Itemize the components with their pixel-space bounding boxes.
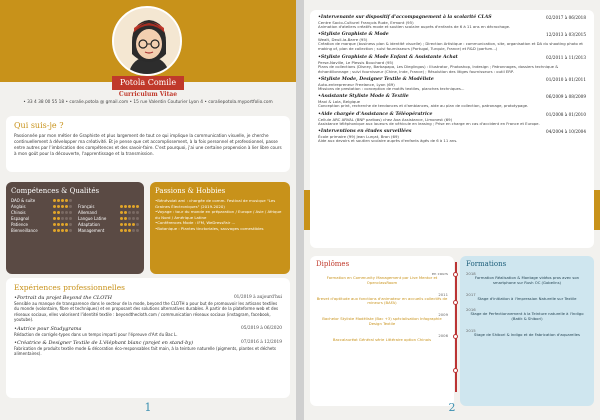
skill-rating xyxy=(120,229,139,232)
training-year: 2018 xyxy=(466,271,476,276)
rating-dot xyxy=(53,211,56,214)
rating-dot xyxy=(132,217,135,220)
rating-dot xyxy=(128,223,131,226)
rating-dot xyxy=(132,205,135,208)
job-date: 01/2010 à 01/2011 xyxy=(546,77,586,83)
skill-label: Espagnol xyxy=(11,216,30,221)
rating-dot xyxy=(124,223,127,226)
job-org: Centre Socio-Culturel François Rude, Ermont (95) xyxy=(318,20,414,25)
diploma-item xyxy=(316,312,448,327)
training-year: 2015 xyxy=(466,327,476,333)
job-title: •Portrait du projet Beyond the CLOTH xyxy=(14,295,113,301)
diploma-text: Brevet d'aptitude aux fonctions d'animateur en accueils collectifs de mineurs (BAFA) xyxy=(316,295,448,306)
hobbies-section xyxy=(150,182,290,274)
skill-row xyxy=(78,222,139,227)
job-org: École primaire (99) Jean Lurçat, Bron (69) xyxy=(318,134,399,140)
training-year: 2016 xyxy=(466,307,476,313)
about-section xyxy=(6,116,290,172)
skill-rating xyxy=(53,217,72,220)
diploma-year: 2011 xyxy=(438,291,448,297)
rating-dot xyxy=(53,223,56,226)
rating-dot xyxy=(65,205,68,208)
skill-row xyxy=(11,228,72,233)
skill-row xyxy=(78,210,139,215)
rating-dot xyxy=(132,223,135,226)
training-text: Stage de Perfectionnement à la Teinture naturelle à l'Indigo (Batik & Shibori) xyxy=(470,311,584,322)
job-date: 02/2017 à 06/2018 xyxy=(546,15,586,20)
skills-grid xyxy=(11,198,139,233)
cv-page-1 xyxy=(0,0,296,420)
diploma-year: 2006 xyxy=(438,332,448,338)
rating-dot xyxy=(65,217,68,220)
rating-dot xyxy=(53,205,56,208)
job-date: 01/2008 à 01/2010 xyxy=(546,111,586,117)
skill-rating xyxy=(120,217,139,220)
skill-rating xyxy=(120,205,139,208)
skill-label: Patience xyxy=(11,222,29,227)
job-description: Création de marque (business plan & identité visuelle) ; Direction Artistique : communication, site, organisation et DA du shooting photo et making of, plan de collection ; suivi fournisseurs (Portugal, Turquie, France) et R&D (parfum...) xyxy=(318,41,583,52)
skill-row xyxy=(11,216,72,221)
skill-label: Adaptation xyxy=(78,222,100,227)
rating-dot xyxy=(61,205,64,208)
about-title: Qui suis-je ? xyxy=(14,121,64,130)
job-org: Cellule ARC ARVAL (BNP paribas) chez Axa Assistance, Limonest (69) xyxy=(318,116,453,122)
rating-dot xyxy=(69,205,72,208)
avatar xyxy=(112,6,182,76)
rating-dot xyxy=(61,217,64,220)
cv-page-2 xyxy=(304,0,600,420)
experience-title: Expériences professionnelles xyxy=(14,283,125,292)
job-entry xyxy=(318,55,586,75)
job-description: Missions de prestation : conception de motifs textiles, planches techniques... xyxy=(318,86,465,92)
training-item xyxy=(466,307,588,322)
job-title: •Assistante Styliste Mode & Textile xyxy=(318,94,409,100)
training-text: Stage de Shibori & Indigo et de Fabrication d'aquarelles xyxy=(474,331,580,337)
job-org: Auto-entrepreneur Freelance, Lyon (69) xyxy=(318,82,395,88)
diplomas-title: Diplômes xyxy=(316,260,350,268)
job-title: •Créatrice & Designer Textile de L'éléphant blanc (projet en stand-by) xyxy=(14,340,194,347)
diploma-item xyxy=(316,292,448,307)
rating-dot xyxy=(57,205,60,208)
training-text: Stage d'initiation à l'Impression Naturelle sur Textile xyxy=(477,295,577,301)
rating-dot xyxy=(61,211,64,214)
diploma-item xyxy=(316,333,448,343)
rating-dot xyxy=(57,229,60,232)
diploma-year: en cours xyxy=(431,271,448,276)
job-entry xyxy=(318,129,586,144)
diploma-text: Formation en Community Management par Live Mentor et OpenclassRoom xyxy=(326,275,438,285)
job-date: 05/2019 à 06/2020 xyxy=(241,325,282,331)
about-text: Passionnée par mon métier de Graphiste et plus largement de tout ce qui implique la communication visuelle, je cherche continuellement à développer ma créativité. Et je pense que cet accomplissement, à la fois personnel et professionnel, passe entre autres par l'imbrication des compétences et des savoir-faire. C'est pourquoi, j'ai une certaine propension à lier libre cours à mon goût pour la découverte, l'apprentissage et la transmission. xyxy=(14,133,282,156)
job-description: Sensible au manque de transparence dans le secteur de la mode, beyond the CLOTH a pour but de promouvoir les artisans textiles du monde (volontaire, fibre et techniques) et en proposant des solutions alternatives durables. À partir de la plateforme web et des réseaux sociaux, elles valorisent l'identité textile : beyondthecloth.com / communication réseaux sociaux (instagram, facebook, youtube). xyxy=(14,301,279,323)
job-description: Aide aux devoirs et soutien scolaire auprès d'enfants âgés de 6 à 11 ans. xyxy=(318,138,458,144)
skill-row xyxy=(78,228,139,233)
diploma-year: 2009 xyxy=(438,312,448,318)
experience-section xyxy=(6,278,290,398)
job-entry xyxy=(14,295,282,323)
rating-dot xyxy=(120,229,123,232)
rating-dot xyxy=(120,211,123,214)
skill-label: Allemand xyxy=(78,210,97,215)
skill-row xyxy=(78,216,139,221)
rating-dot xyxy=(65,223,68,226)
skill-label: Bienveillance xyxy=(11,228,38,233)
skill-label: DAO & suite xyxy=(11,198,36,203)
job-date: 02/2011 à 11/2013 xyxy=(546,54,586,60)
rating-dot xyxy=(65,229,68,232)
rating-dot xyxy=(132,211,135,214)
rating-dot xyxy=(128,217,131,220)
rating-dot xyxy=(136,217,139,220)
job-date: 06/2009 à 08/2009 xyxy=(546,94,586,100)
job-title: •Styliste Graphiste & Mode Enfant & Assistante Achat xyxy=(318,54,458,60)
rating-dot xyxy=(57,223,60,226)
experience-continued xyxy=(310,10,594,248)
skill-row xyxy=(11,204,72,209)
training-item xyxy=(466,292,588,302)
skill-label: Français xyxy=(78,204,95,209)
hobby-item: • Conférences Mode : IFM, WeDressFair ... xyxy=(155,220,285,226)
job-date: 12/2013 à 03/2015 xyxy=(546,32,586,38)
rating-dot xyxy=(132,229,135,232)
rating-dot xyxy=(124,211,127,214)
rating-dot xyxy=(57,211,60,214)
contact-line: • 33 4 38 00 55 18 • coralie.potola @ gmail.com • 15 rue Valentin Couturier Lyon 4 • coraliepotola.myportfolio.com xyxy=(23,100,273,105)
diplomas-section xyxy=(310,256,454,406)
rating-dot xyxy=(136,229,139,232)
diploma-text: Bachelor Styliste Modéliste (Bac +3) spécialisation Infographie Design Textile xyxy=(322,316,442,326)
skill-rating xyxy=(120,211,139,214)
job-description: Fabrication de produits textile mode & décoration éco-responsables fait main, à la teinture naturelle (pigments, plantes et déchets alimentaires). xyxy=(14,346,277,357)
candidate-name: Potola Comile xyxy=(112,76,184,90)
hobby-item: • Voyage : tour du monde en préparation / Europe / Asie / Afrique du Nord / Amérique Latine xyxy=(155,209,285,220)
rating-dot xyxy=(61,223,64,226)
job-date: 01/2019 à aujourd'hui xyxy=(233,295,282,300)
skill-rating xyxy=(53,223,72,226)
job-description: Conception print, recherche de tendances et d'ambiances, aide au plan de collection, patronage, prototypage. xyxy=(318,103,529,109)
skill-rating xyxy=(53,199,72,202)
job-date: 04/2004 à 10/2004 xyxy=(546,129,586,135)
rating-dot xyxy=(124,229,127,232)
rating-dot xyxy=(69,223,72,226)
skill-label: Langue Latine xyxy=(78,216,107,221)
job-title: •Aide chargée d'Assistance & Téléopératrice xyxy=(318,111,433,117)
rating-dot xyxy=(120,223,123,226)
hobby-item: • Botanique : Plantes tinctoriales, sauvages comestibles xyxy=(155,226,285,232)
rating-dot xyxy=(69,217,72,220)
job-org: Wealt, Deuil-la-Barre (95) xyxy=(318,37,368,43)
skills-title: Compétences & Qualités xyxy=(11,187,100,195)
rating-dot xyxy=(136,211,139,214)
training-item xyxy=(466,328,588,338)
skill-rating xyxy=(53,205,72,208)
rating-dot xyxy=(53,217,56,220)
timeline-dot xyxy=(453,334,458,339)
rating-dot xyxy=(128,205,131,208)
timeline-dot xyxy=(453,272,458,277)
page-number: 2 xyxy=(448,401,456,414)
rating-dot xyxy=(65,199,68,202)
training-item xyxy=(466,271,588,286)
hobby-item: • Bénévolat aml : chargée de comm. Festival de musique "Les Graines Électroniques" (2019-2020) xyxy=(155,198,285,209)
job-entry xyxy=(318,112,586,127)
training-year: 2017 xyxy=(466,291,476,297)
skill-rating xyxy=(53,229,72,232)
job-entry xyxy=(318,77,586,92)
rating-dot xyxy=(120,205,123,208)
skill-row xyxy=(11,210,72,215)
rating-dot xyxy=(124,205,127,208)
rating-dot xyxy=(53,199,56,202)
diploma-item xyxy=(316,271,448,286)
job-description: Rédaction de corrigés-types dans un temps imparti pour l'épreuve d'Art du Bac L. xyxy=(14,331,178,337)
job-title: •Styliste Graphiste & Mode xyxy=(318,32,389,38)
rating-dot xyxy=(53,229,56,232)
diploma-text: Baccalauréat Général série Littéraire option Chinois xyxy=(332,336,432,342)
skill-row xyxy=(78,204,139,209)
job-org: Maxi & Lola, Belgique xyxy=(318,99,361,105)
timeline-dot xyxy=(453,300,458,305)
job-description: Plans de collections (Disney, Barbapapa, Les Dieglingos) : Illustrator, Photoshop, Indesign ; Patronnages, dossiers technique & échantillonnage ; suivi fournisseur (Chine, Inde, France) ; Résolution des litiges fournisseurs : outil ERP. xyxy=(318,63,559,74)
rating-dot xyxy=(136,205,139,208)
rating-dot xyxy=(128,211,131,214)
rating-dot xyxy=(124,217,127,220)
rating-dot xyxy=(61,229,64,232)
rating-dot xyxy=(65,211,68,214)
skill-row xyxy=(11,222,72,227)
job-date: 07/2016 à 12/2019 xyxy=(241,340,282,346)
skill-label: Anglais xyxy=(11,204,26,209)
trainings-section xyxy=(460,256,594,406)
rating-dot xyxy=(57,217,60,220)
job-title: •Interventions en études surveillées xyxy=(318,129,412,135)
skill-rating xyxy=(120,223,139,226)
job-description: Animation d'ateliers créatifs mode et soutien scolaire auprès d'enfants de 6 à 11 ans en décrochage. xyxy=(318,24,511,29)
skill-row xyxy=(78,198,139,203)
rating-dot xyxy=(120,217,123,220)
job-org: Perse-Naville, Le Plessis Bouchard (95) xyxy=(318,59,394,65)
skill-row xyxy=(11,198,72,203)
training-text: Formation Réalisation & Montage vidéos pros avec son smartphone sur Rush OC (Gobelins) xyxy=(474,275,580,285)
rating-dot xyxy=(61,199,64,202)
job-title: •Autrice pour Studygrama xyxy=(14,325,82,332)
job-entry xyxy=(318,32,586,52)
job-description: Assistance téléphonique aux loueurs de véhicule en leasing ; Prise en charge en cas d'accident en France et Europe. xyxy=(318,120,540,126)
cv-subtitle: Curriculum Vitae xyxy=(118,91,178,98)
job-entry xyxy=(14,326,282,337)
job-title: •Intervenante sur dispositif d'accompagnement à la scolarité CLAS xyxy=(318,15,492,20)
skill-label: Management xyxy=(78,228,105,233)
trainings-title: Formations xyxy=(466,260,507,268)
rating-dot xyxy=(128,229,131,232)
hobbies-title: Passions & Hobbies xyxy=(155,187,226,195)
rating-dot xyxy=(69,211,72,214)
skill-rating xyxy=(53,211,72,214)
hobbies-list xyxy=(155,198,285,232)
page-number: 1 xyxy=(144,401,152,414)
job-entry xyxy=(318,15,586,30)
job-entry xyxy=(318,94,586,109)
rating-dot xyxy=(136,223,139,226)
rating-dot xyxy=(69,229,72,232)
skills-section xyxy=(6,182,144,274)
rating-dot xyxy=(69,199,72,202)
skill-label: Chinois xyxy=(11,210,26,215)
job-title: •Styliste Mode, Designer Textile & Modéliste xyxy=(318,77,434,83)
rating-dot xyxy=(57,199,60,202)
job-entry xyxy=(14,340,282,357)
timeline-dot xyxy=(453,368,458,373)
